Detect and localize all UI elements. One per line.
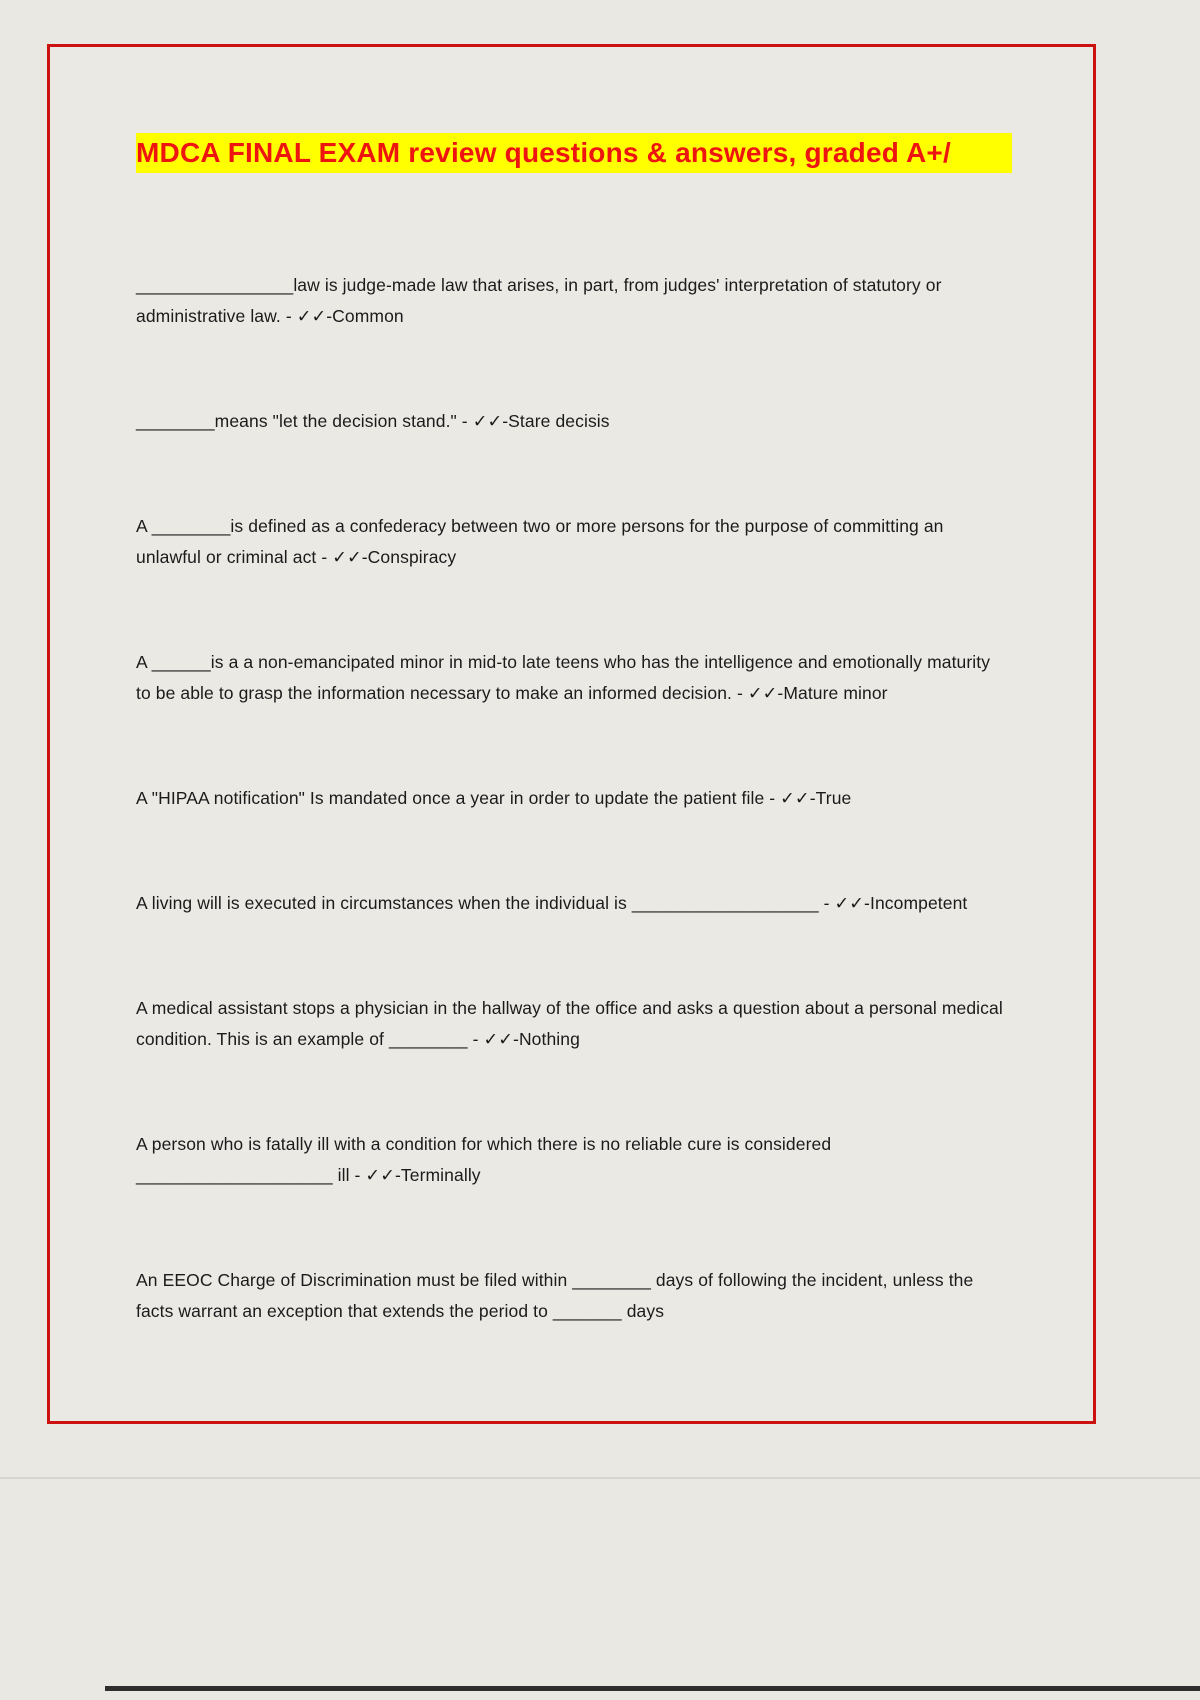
- question-paragraph: ________means "let the decision stand." - ✓✓-Stare decisis: [136, 411, 610, 431]
- bottom-rule-line: [105, 1686, 1200, 1691]
- question-paragraph: A living will is executed in circumstances when the individual is ___________________ - ✓✓-Incompetent: [136, 893, 968, 913]
- page-separator-line: [0, 1477, 1200, 1479]
- question-paragraph: ________________law is judge-made law that arises, in part, from judges' interpretation of statutory or administrative law. - ✓✓-Common: [136, 275, 942, 326]
- question-paragraph: An EEOC Charge of Discrimination must be filed within ________ days of following the incident, unless the facts warrant an exception that extends the period to _______ days: [136, 1270, 974, 1321]
- question-paragraph: A ________is defined as a confederacy between two or more persons for the purpose of committing an unlawful or criminal act - ✓✓-Conspiracy: [136, 516, 944, 567]
- document-content: [50, 47, 1093, 1327]
- document-title: MDCA FINAL EXAM review questions & answers, graded A+/: [136, 133, 1012, 173]
- question-paragraph: A medical assistant stops a physician in the hallway of the office and asks a question about a personal medical condition. This is an example of ________ - ✓✓-Nothing: [136, 998, 1003, 1049]
- question-paragraph: A person who is fatally ill with a condition for which there is no reliable cure is considered ____________________ ill - ✓✓-Terminally: [136, 1134, 832, 1185]
- document-page-border: [47, 44, 1096, 1424]
- question-paragraph: A "HIPAA notification" Is mandated once a year in order to update the patient file - ✓✓-True: [136, 788, 852, 808]
- question-paragraph: A ______is a a non-emancipated minor in mid-to late teens who has the intelligence and emotionally maturity to be able to grasp the information necessary to make an informed decision. - ✓✓-Mature minor: [136, 652, 991, 703]
